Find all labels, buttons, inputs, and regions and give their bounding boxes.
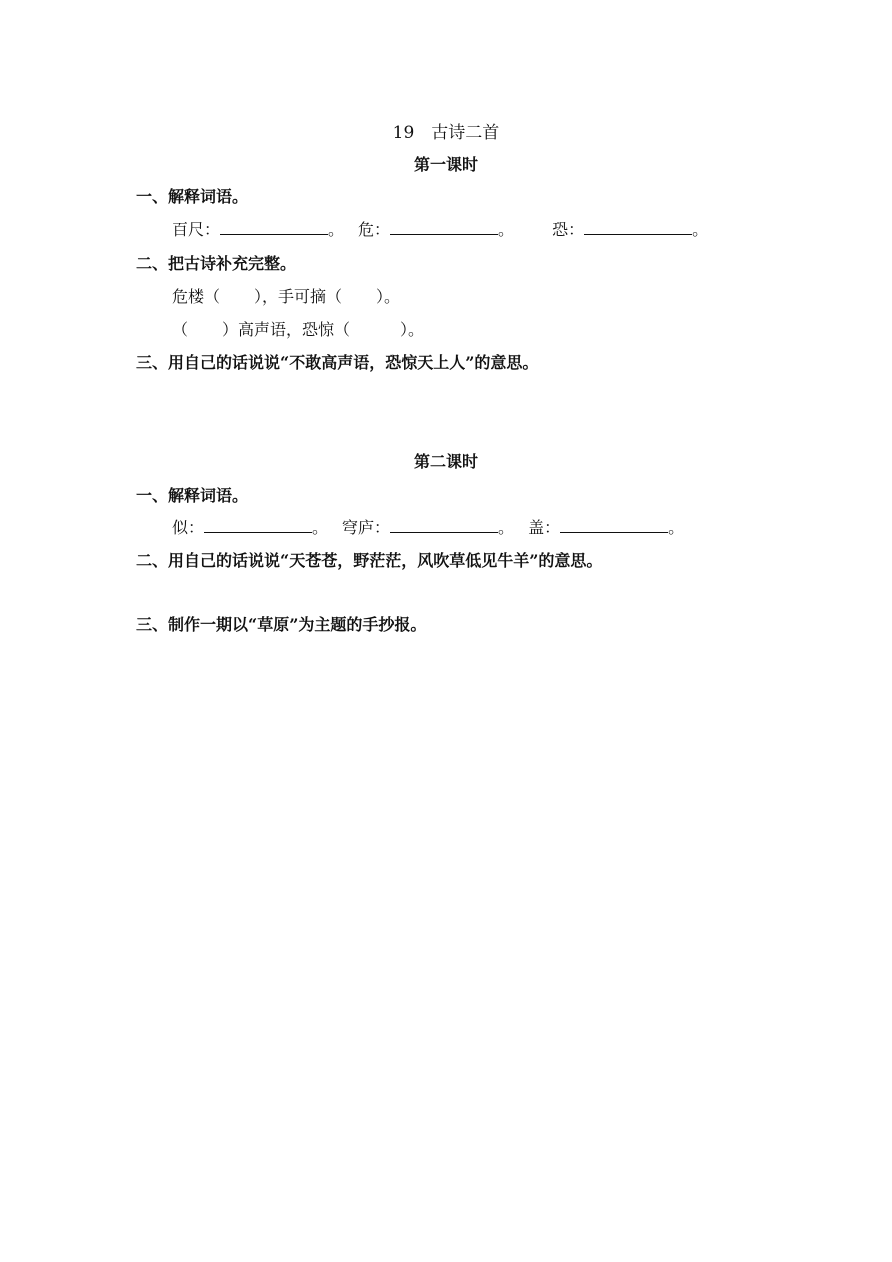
page-title: 19 古诗二首 (392, 123, 500, 143)
lesson2-question-3: 三、制作一期以“草原”为主题的手抄报。 (136, 615, 427, 634)
answer-blank[interactable] (560, 516, 668, 533)
lesson1-question-3: 三、用自己的话说说“不敢高声语，恐惊天上人”的意思。 (136, 353, 539, 372)
lesson2-question-2: 二、用自己的话说说“天苍苍，野茫茫，风吹草低见牛羊”的意思。 (136, 551, 603, 570)
lesson1-question-1: 一、解释词语。 (136, 187, 249, 206)
lesson1-heading: 第一课时 (413, 155, 478, 174)
poem-text: （ (172, 320, 189, 339)
vocab-term: 恐： (552, 220, 585, 239)
vocab-term: 盖： (528, 518, 561, 537)
period: 。 (312, 518, 329, 537)
vocab-term: 似： (172, 518, 205, 537)
vocab-term: 危： (358, 220, 391, 239)
answer-blank[interactable] (390, 516, 498, 533)
lesson2-vocab-row (172, 515, 684, 538)
lesson1-vocab-row (172, 217, 708, 240)
answer-blank[interactable] (584, 218, 692, 235)
poem-text: ），手可摘（ (254, 287, 343, 306)
answer-blank[interactable] (220, 218, 328, 235)
lesson2-heading: 第二课时 (413, 452, 478, 471)
period: 。 (668, 518, 685, 537)
poem-text: ）高声语，恐惊（ (222, 320, 351, 339)
period: 。 (328, 220, 345, 239)
poem-line-1 (172, 284, 400, 307)
period: 。 (498, 518, 515, 537)
poem-text: ）。 (400, 320, 425, 339)
answer-blank[interactable] (390, 218, 498, 235)
poem-line-2 (172, 317, 424, 340)
period: 。 (498, 220, 515, 239)
answer-blank[interactable] (204, 516, 312, 533)
poem-text: ）。 (376, 287, 401, 306)
lesson1-question-2: 二、把古诗补充完整。 (136, 254, 297, 273)
poem-text: 危楼（ (172, 287, 221, 306)
period: 。 (692, 220, 709, 239)
lesson2-question-1: 一、解释词语。 (136, 486, 249, 505)
vocab-term: 百尺： (172, 220, 221, 239)
vocab-term: 穹庐： (342, 518, 391, 537)
